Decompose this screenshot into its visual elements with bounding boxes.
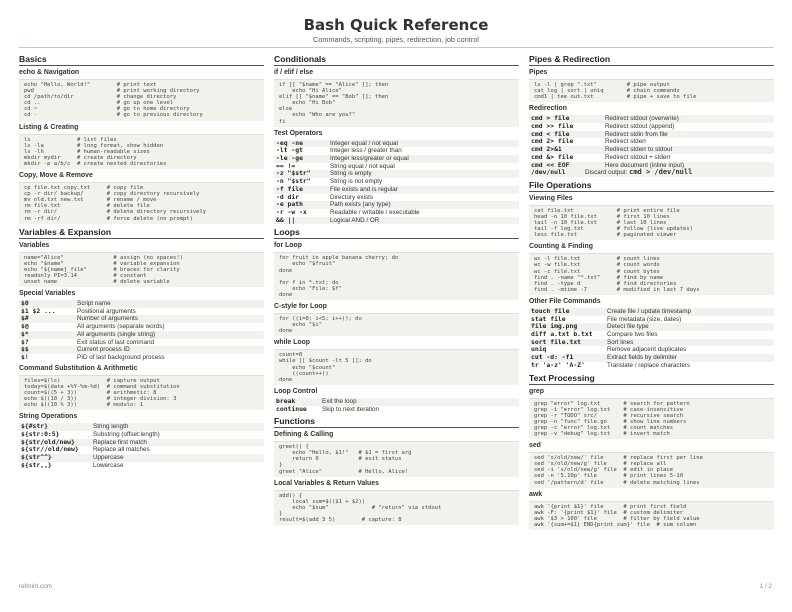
table-value: All arguments (separate words) [77,323,165,331]
section-heading: Functions [274,416,519,428]
code-block: files=$(ls) # capture output today=$(date +%Y-%m-%d) # command substitution count=$((5 + 3)) # arithmetic: 8 echo $((10 / 3)) # integer division: 3 echo $((10 % 3)) # modulo: 1 [19,375,264,410]
code-block: ls -l | grep ".txt" # pipe output cat log | sort | uniq # chain commands cmd1 | tee out.txt # pipe + save to file [529,79,774,102]
section-heading: Conditionals [274,54,519,66]
code-block: count=0 while [[ $count -lt 5 ]]; do echo "$count" ((count++)) done [274,349,519,384]
subsection-title: awk [529,490,543,498]
table-row [274,398,519,406]
section-heading: Pipes & Redirection [529,54,774,66]
table-value: Script name [75,300,264,308]
table-row [19,454,264,462]
table-key: ${str:0:5} [21,429,60,438]
reference-table [274,140,519,225]
table-value: Skip to next iteration [322,405,380,413]
section-heading: Text Processing [529,373,774,385]
table-key: sort file.txt [529,339,605,347]
table-value: Integer less / greater than [330,147,402,155]
table-key: -lt -gt [276,146,303,155]
table-row [19,339,264,347]
table-key: && || [274,217,328,225]
table-value: Logical AND / OR [328,217,519,225]
section-heading: Loops [274,227,519,239]
table-key: $1 $2 ... [21,306,56,315]
code-block: greet() { echo "Hello, $1!" # $1 = first arg return 0 # exit status } greet "Alice" # Hello, Alice! [274,441,519,476]
table-key: $# [19,315,75,323]
table-row [529,138,774,146]
table-value: String length [91,423,264,431]
reference-table [19,423,264,469]
table-value: Path exists (any type) [328,201,519,209]
reference-table [19,300,264,362]
code-block: for ((i=0; i<5; i++)); do echo "$i" done [274,313,519,336]
code-block: if [[ "$name" == "Alice" ]]; then echo "Hi Alice" elif [[ "$name" == "Bob" ]]; then echo "Hi Bob" else echo "Who are you?" fi [274,79,519,127]
table-value: PID of last background process [77,353,165,361]
code-block: name="Alice" # assign (no spaces!) echo "$name" # variable expansion echo "${name}_file" # braces for clarity readonly PI=3.14 # constant unset name # delete variable [19,252,264,287]
table-row [274,194,519,202]
table-key: file img.png [529,323,605,331]
table-key: -z "$str" [274,170,328,178]
table-key: -le -ge [274,155,328,163]
table-key: cmd &> file [531,152,574,161]
table-row [529,169,774,177]
table-value: String equal / not equal [330,162,395,170]
table-key: cmd >> file [531,121,574,130]
table-key: -f file [274,186,328,194]
table-key: cmd < file [529,131,603,139]
page-title: Bash Quick Reference [303,16,489,34]
code-block: ls # list files ls -la # long format, show hidden ls -lh # human-readable sizes mkdir mydir # create directory mkdir -p a/b/c # create nested directories [19,134,264,169]
table-row [274,201,519,209]
table-key: $@ [21,322,29,331]
code-block: awk '{print $1}' file # print first field awk -F: '{print $1}' file # custom delimiter awk '$3 > 100' file # filter by field value awk '{sum+=$1} END{print sum}' file # sum column [529,501,774,530]
table-row [19,315,264,323]
subsection-title: Counting & Finding [529,243,593,251]
subsection-title: Special Variables [19,290,76,298]
table-value: Create file / update timestamp [605,308,774,316]
subsection-title: sed [529,442,541,450]
table-value: Integer less/greater or equal [328,155,519,163]
reference-table [274,398,519,413]
page-header [0,16,792,44]
subsection-title: Redirection [529,105,567,113]
table-key: break [274,398,320,406]
table-key: -eq -ne [274,140,328,148]
subsection-title: Other File Commands [529,297,601,305]
subsection-title: Loop Control [274,387,318,395]
table-key: cmd << EOF [529,162,603,170]
table-key: -d dir [276,192,300,201]
column-1 [19,54,264,472]
table-value [583,169,774,177]
subsection-title: C-style for Loop [274,303,327,311]
table-row [274,406,519,414]
subsection-title: if / elif / else [274,69,314,76]
reference-table [529,115,774,169]
table-row [19,354,264,362]
table-value: Exit the loop [320,398,519,406]
table-key: ${str/old/new} [19,439,91,447]
table-key: == != [276,161,296,170]
table-value: Lowercase [93,461,124,469]
code-block: add() { local sum=$(($1 + $2)) echo "$sum" # "return" via stdout } result=$(add 3 5) # capture: 8 [274,490,519,525]
table-value: Uppercase [91,454,264,462]
table-value: String is empty [328,170,519,178]
table-key: $! [21,352,29,361]
table-value: Redirect stdin from file [603,131,774,139]
subsection-title: echo & Navigation [19,69,80,76]
table-key: -r -w -x [276,207,307,216]
table-value: Integer equal / not equal [328,140,519,148]
subsection-title: Defining & Calling [274,431,334,439]
table-key: ${str,,} [21,460,52,469]
table-row [19,462,264,470]
table-value: File exists and is regular [328,186,519,194]
table-row [274,147,519,155]
subsection-title: String Operations [19,413,78,421]
subsection-title: Viewing Files [529,194,573,202]
table-key: ${#str} [19,423,91,431]
table-value: Here document (inline input) [603,162,774,170]
table-key: diff a.txt b.txt [531,330,593,339]
subsection-title: Test Operators [274,129,323,137]
footer-site: refmint.com [19,583,52,590]
table-key: $$ [19,346,75,354]
reference-table [529,308,774,370]
table-value: Exit status of last command [77,338,154,346]
subsection-title: Pipes [529,69,548,76]
table-row [19,446,264,454]
table-value: Detect file type [605,323,774,331]
discard-code: cmd > /dev/null [629,168,693,177]
footer-page-number: 1 / 2 [759,583,772,590]
subsection-title: Variables [19,241,50,249]
table-row [529,362,774,370]
table-key: continue [276,404,307,413]
page-subtitle: Commands, scripting, pipes, redirection, job control [313,35,479,44]
table-row [19,308,264,316]
table-key: tr 'a-z' 'A-Z' [531,360,585,369]
table-value: Compare two files [607,331,658,339]
table-value: Redirect stdout (overwrite) [603,115,774,123]
code-block: for fruit in apple banana cherry; do echo "$fruit" done for f in *.txt; do echo "File: $f" done [274,252,519,300]
section-heading: File Operations [529,180,774,192]
table-value: Redirect stderr [605,138,647,146]
table-key: cmd 2>&1 [529,146,603,154]
table-value: Remove adjacent duplicates [607,346,687,354]
column-3 [529,54,774,533]
table-value: All arguments (single string) [75,331,264,339]
table-key: uniq [531,345,547,354]
table-key: $? [21,337,29,346]
table-key: -e path [274,201,328,209]
table-value: Substring (offset:length) [93,430,160,438]
code-block: cp file.txt copy.txt # copy file cp -r dir/ backup/ # copy directory recursively mv old.txt new.txt # rename / move rm file.txt # delete file rm -r dir/ # delete directory recursively rm -rf dir/ # force delete (no prompt) [19,182,264,224]
table-key: cmd > file [529,115,603,123]
table-row [19,323,264,331]
subsection-title: grep [529,387,544,395]
table-value: Readable / writable / executable [330,208,420,216]
table-key: $0 [19,300,75,308]
table-key: stat file [531,314,566,323]
table-key: -n "$str" [276,177,311,186]
table-row [274,155,519,163]
code-block: echo "Hello, World!" # print text pwd # print working directory cd /path/to/dir # change directory cd .. # go up one level cd ~ # go to home directory cd - # go to previous directory [19,79,264,121]
table-key: ${str//old/new} [21,445,79,454]
code-block: grep "error" log.txt # search for pattern grep -i "error" log.txt # case-insensitive grep -r "TODO" src/ # recursive search grep -n "func" file.go # show line numbers grep -c "error" log.txt # count matches grep -v "debug" log.txt # invert match [529,398,774,440]
table-value: Redirect stdout + stderr [605,153,671,161]
table-value: Directory exists [330,193,374,201]
table-value: Replace first match [91,439,264,447]
header-divider [19,47,774,48]
subsection-title: Local Variables & Return Values [274,479,379,487]
table-value: Translate / replace characters [607,361,691,369]
table-value: Redirect stderr to stdout [603,146,774,154]
section-heading: Basics [19,54,264,66]
section-heading: Variables & Expansion [19,227,264,239]
table-row [274,186,519,194]
table-value: File metadata (size, dates) [607,315,682,323]
table-row [19,346,264,354]
discard-label: Discard output: [585,169,628,177]
subsection-title: for Loop [274,242,302,250]
code-block: wc -l file.txt # count lines wc -w file.txt # count words wc -c file.txt # count bytes find . -name "*.txt" # find by name find . -type d # find directories find . -mtime -7 # modified in last 7 days [529,253,774,295]
table-key: cmd 2> file [531,137,574,146]
table-key: touch file [529,308,605,316]
code-block: cat file.txt # print entire file head -n 10 file.txt # first 10 lines tail -n 10 file.txt # last 10 lines tail -f log.txt # follow (live updates) less file.txt # paginated viewer [529,205,774,240]
table-row [274,209,519,217]
table-key: $* [19,331,75,339]
table-row [19,331,264,339]
subsection-title: Command Substitution & Arithmetic [19,364,138,372]
table-key: ${str^^} [19,454,91,462]
column-2 [274,54,519,528]
table-value: Replace all matches [93,446,150,454]
table-value: Extract fields by delimiter [605,354,774,362]
table-value: Current process ID [75,346,264,354]
table-row [19,300,264,308]
table-key: cut -d: -f1 [529,354,605,362]
table-value: Number of arguments [75,315,264,323]
table-row [274,178,519,186]
subsection-title: while Loop [274,339,310,347]
table-value: Redirect stdout (append) [605,122,675,130]
code-block: sed 's/old/new/' file # replace first per line sed 's/old/new/g' file # replace all sed -i 's/old/new/g' file # edit in place sed -n '5,10p' file # print lines 5-10 sed '/pattern/d' file # delete matching lines [529,452,774,487]
discard-row-table [529,169,774,177]
subsection-title: Listing & Creating [19,123,79,131]
table-key: /dev/null [529,169,583,177]
table-value: Positional arguments [77,307,136,315]
table-row [529,339,774,347]
table-value: String is not empty [330,178,383,186]
table-row [274,140,519,148]
subsection-title: Copy, Move & Remove [19,172,93,180]
table-row [274,217,519,225]
table-value: Sort lines [605,339,774,347]
